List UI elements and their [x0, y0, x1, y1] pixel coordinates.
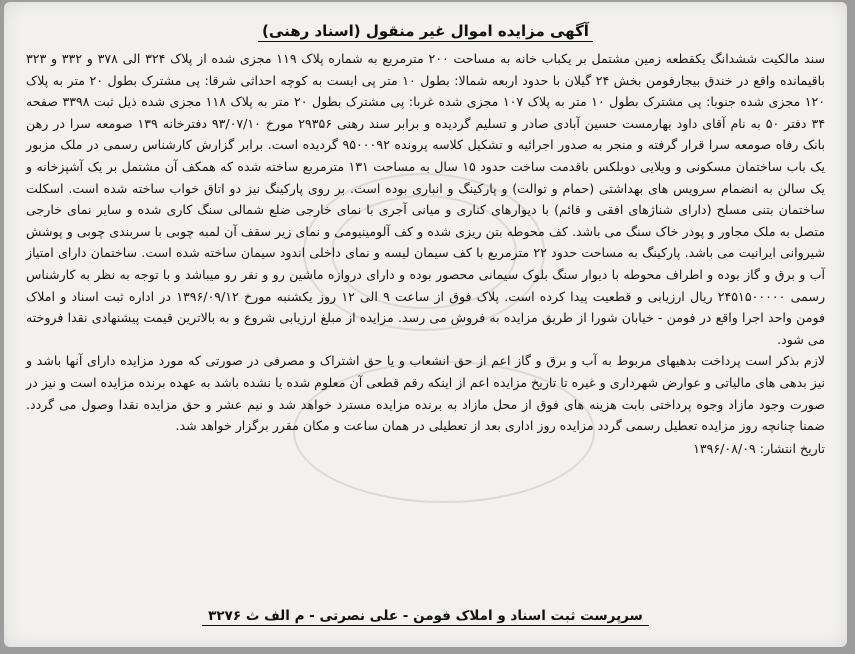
signature-line — [4, 608, 847, 624]
notice-title — [4, 22, 847, 40]
signature-text: سرپرست ثبت اسناد و املاک فومن - علی نصرتی - م الف ث ۳۲۷۶ — [202, 608, 649, 626]
notice-body — [26, 48, 825, 459]
notice-paragraph-1: سند مالکیت ششدانگ یکقطعه زمین مشتمل بر یکباب خانه به مساحت ۲۰۰ مترمربع به شماره پلاک ۱۱۹ مجزی شده از پلاک ۳۲۴ الی ۳۷۸ و ۳۳۲ و ۳۲۳ باقیمانده واقع در خندق بیجارفومن بخش ۲۴ گیلان با حدود اربعه شمالا: بطول ۱۰ متر پی ایست به کوچه احداثی شرقا: پی مشترک بطول ۲۰ متر به پلاک ۱۲۰ مجزی شده جنوبا: پی مشترک بطول ۱۰ متر به پلاک ۱۰۷ مجزی شده غربا: پی مشترک بطول ۲۰ متر به پلاک ۱۱۸ مجزی شده ذیل ثبت ۳۳۹۸ صفحه ۳۴ دفتر ۵۰ به نام آقای داود بهارمست حسین آبادی صادر و تسلیم گردیده و برابر سند رهنی ۲۹۳۵۶ مورخ ۹۳/۰۷/۱۰ دفترخانه ۱۳۹ صومعه سرا در رهن بانک رفاه صومعه سرا قرار گرفته و منجر به صدور اجرائیه و تشکیل کلاسه پرونده ۹۵۰۰۰۹۲ گردیده است. برابر گزارش کارشناس رسمی در ملک مزبور یک باب ساختمان مسکونی و ویلایی دوبلکس باقدمت ساخت حدود ۱۵ سال به مساحت ۱۳۱ مترمربع ساخته شده که همکف آن مشتمل بر یک آشپزخانه و یک سالن به انضمام سرویس های بهداشتی (حمام و توالت) و پارکینگ و انباری بوده است. بر روی پارکینگ نیز دو اتاق خواب ساخته شده است. اسکلت ساختمان بتنی مسلح (دارای شناژهای افقی و قائم) با دیوارهای کناری و میانی آجری با نمای خارجی ضلع شمالی سنگ کاری شده و سایر نمای خارجی متصل به ملک مجاور و پودر خاک سنگ می باشد. کف محوطه بتن ریزی شده و کف آلومینیومی و نمای زیر سقف آن لمبه چوبی با سربندی چوبی و پوشش شیروانی ایرانیت می باشد. پارکینگ به مساحت حدود ۲۲ مترمربع با کف سیمان لیسه و نمای داخلی اندود سیمان ساخته شده است. ساختمان دارای امتیاز آب و برق و گاز بوده و اطراف محوطه با دیوار سنگ بلوک سیمانی محصور بوده و دارای دروازه ماشین رو و نفر رو میباشد و با توجه به نظر به کارشناس رسمی ۲۴۵۱۵۰۰۰۰۰ ریال ارزیابی و قطعیت پیدا کرده است. پلاک فوق از ساعت ۹ الی ۱۲ روز یکشنبه مورخ ۱۳۹۶/۰۹/۱۲ در اداره ثبت اسناد و املاک فومن واحد اجرا واقع در فومن - خیابان شورا از طریق مزایده به فروش می رسد. مزایده از مبلغ ارزیابی شروع و به بالاترین قیمت پیشنهادی نقدا فروخته می شود. — [26, 51, 826, 347]
publish-date: تاریخ انتشار: ۱۳۹۶/۰۸/۰۹ — [693, 440, 825, 456]
notice-title-text: آگهی مزایده اموال غیر منقول (اسناد رهنی) — [258, 22, 593, 42]
notice-page — [4, 2, 847, 647]
notice-paragraph-2: لازم بذکر است پرداخت بدهیهای مربوط به آب و برق و گاز اعم از حق انشعاب و یا حق اشتراک و مصرفی در صورتی که مورد مزایده دارای آنها باشد و نیز بدهی های مالیاتی و عوارض شهرداری و غیره تا تاریخ مزایده اعم از اینکه رقم قطعی آن معلوم شده یا نشده باشد به عهده برنده مزایده است و نیز در صورت وجود مازاد وجوه پرداختی بابت هزینه های فوق از محل مازاد به برنده مزایده مسترد خواهد شد و نیم عشر و حق مزایده نقدا وصول می گردد. ضمنا چنانچه روز مزایده تعطیل رسمی گردد مزایده روز اداری بعد از تعطیلی در همان ساعت و مکان مقرر برگزار خواهد شد. — [26, 353, 825, 434]
